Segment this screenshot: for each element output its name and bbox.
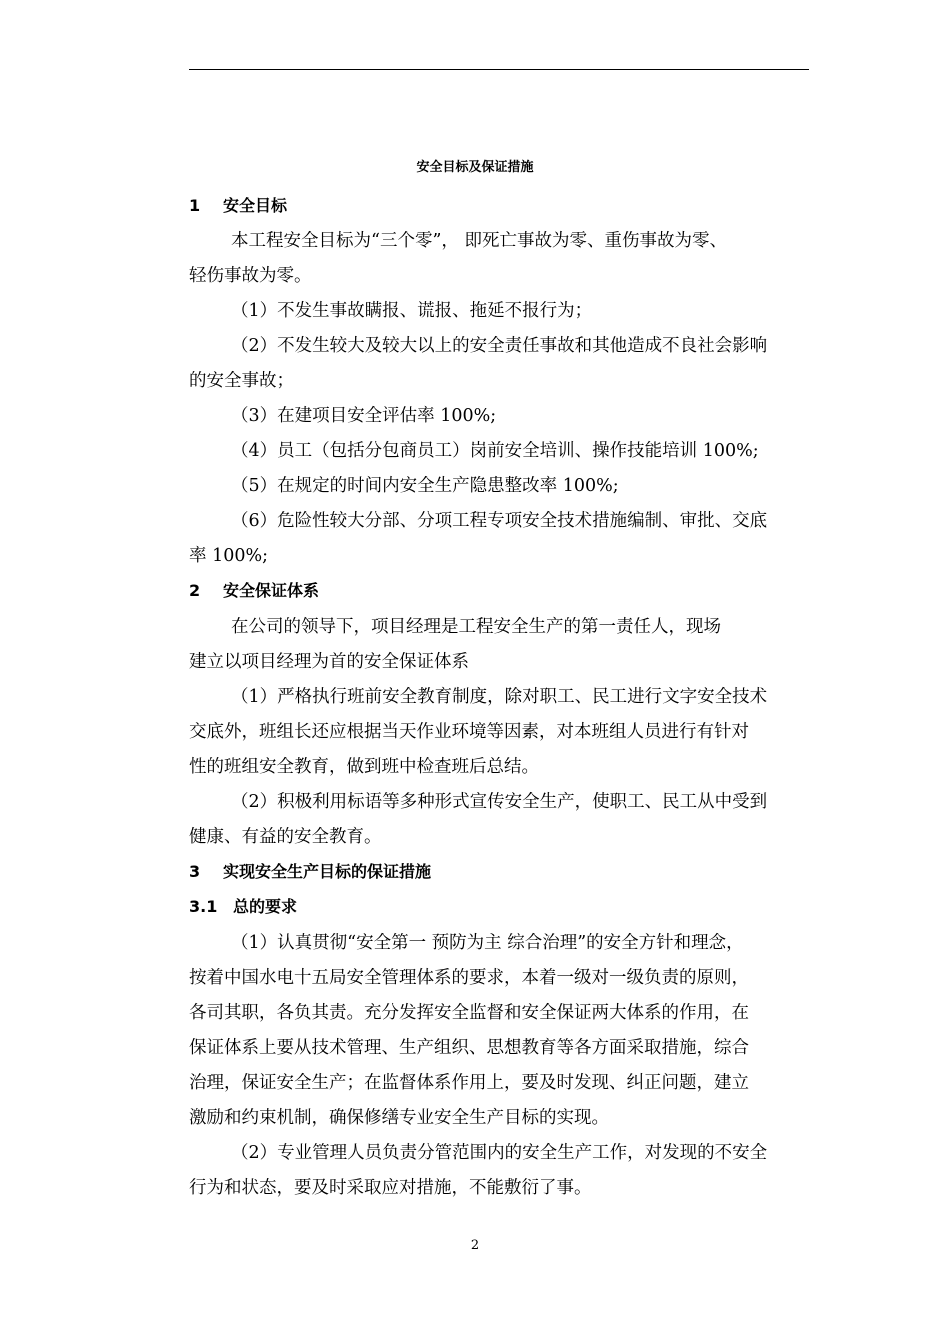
list-item-continuation: 性的班组安全教育，做到班中检查班后总结。 [189, 757, 539, 777]
list-item-continuation: 按着中国水电十五局安全管理体系的要求，本着一级对一级负责的原则， [189, 968, 749, 988]
section-number: 2 [189, 581, 201, 600]
paragraph-line: 建立以项目经理为首的安全保证体系 [189, 652, 469, 672]
list-item: （4）员工（包括分包商员工）岗前安全培训、操作技能培训 100%; [231, 441, 759, 461]
list-item-continuation: 各司其职，各负其责。充分发挥安全监督和安全保证两大体系的作用，在 [189, 1003, 749, 1023]
list-item-continuation: 治理，保证安全生产；在监督体系作用上，要及时发现、纠正问题，建立 [189, 1073, 749, 1093]
list-item-continuation: 率 100%; [189, 546, 268, 566]
header-rule [189, 69, 809, 70]
paragraph-line: 在公司的领导下，项目经理是工程安全生产的第一责任人，现场 [231, 617, 721, 637]
subsection-heading-3-1 [189, 894, 297, 920]
paragraph-line: 轻伤事故为零。 [189, 266, 312, 286]
section-number: 3.1 [189, 897, 218, 916]
list-item-continuation: 激励和约束机制，确保修缮专业安全生产目标的实现。 [189, 1108, 609, 1128]
section-title: 总的要求 [233, 897, 298, 916]
list-item: （2）积极利用标语等多种形式宣传安全生产，使职工、民工从中受到 [231, 792, 768, 812]
section-title: 安全保证体系 [223, 581, 320, 600]
document-title: 安全目标及保证措施 [416, 160, 534, 175]
list-item: （2）专业管理人员负责分管范围内的安全生产工作，对发现的不安全 [231, 1143, 768, 1163]
section-heading-1 [189, 193, 287, 219]
list-item: （1）严格执行班前安全教育制度，除对职工、民工进行文字安全技术 [231, 687, 768, 707]
section-heading-2 [189, 578, 319, 604]
list-item: （3）在建项目安全评估率 100%; [231, 406, 497, 426]
section-number: 1 [189, 196, 201, 215]
list-item-continuation: 健康、有益的安全教育。 [189, 827, 382, 847]
paragraph-line: 本工程安全目标为“三个零”， 即死亡事故为零、重伤事故为零、 [231, 231, 727, 251]
list-item-continuation: 保证体系上要从技术管理、生产组织、思想教育等各方面采取措施，综合 [189, 1038, 749, 1058]
list-item: （6）危险性较大分部、分项工程专项安全技术措施编制、审批、交底 [231, 511, 768, 531]
list-item-continuation: 交底外，班组长还应根据当天作业环境等因素，对本班组人员进行有针对 [189, 722, 749, 742]
list-item: （1）认真贯彻“安全第一 预防为主 综合治理”的安全方针和理念， [231, 933, 744, 953]
section-number: 3 [189, 862, 201, 881]
section-title: 安全目标 [223, 196, 288, 215]
page-number: 2 [470, 1238, 480, 1253]
list-item: （2）不发生较大及较大以上的安全责任事故和其他造成不良社会影响 [231, 336, 768, 356]
section-title: 实现安全生产目标的保证措施 [223, 862, 432, 881]
list-item: （5）在规定的时间内安全生产隐患整改率 100%; [231, 476, 619, 496]
list-item: （1）不发生事故瞒报、谎报、拖延不报行为； [231, 301, 593, 321]
list-item-continuation: 的安全事故； [189, 371, 294, 391]
list-item-continuation: 行为和状态，要及时采取应对措施，不能敷衍了事。 [189, 1178, 592, 1198]
section-heading-3 [189, 859, 431, 885]
